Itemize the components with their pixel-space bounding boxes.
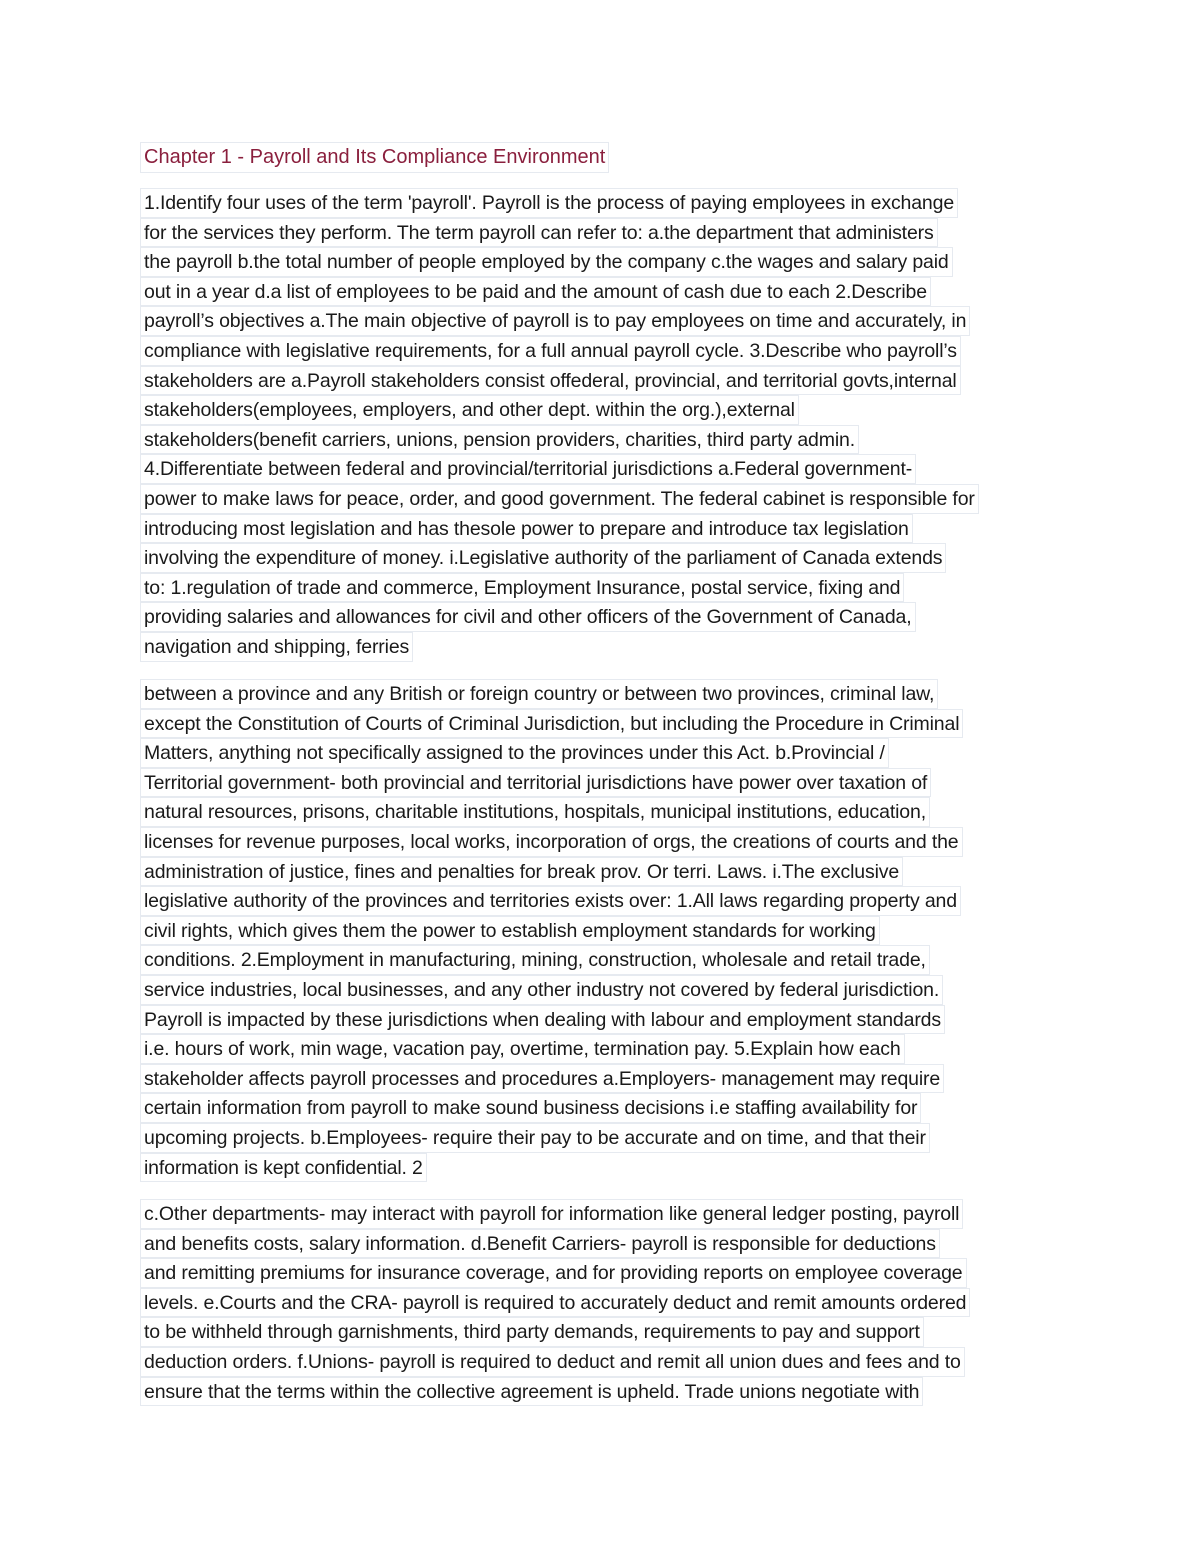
text-line: payroll’s objectives a.The main objective of payroll is to pay employees on time and accurately, in: [140, 306, 970, 336]
paragraph-1: [140, 188, 979, 662]
text-line: and remitting premiums for insurance coverage, and for providing reports on employee coverage: [140, 1258, 967, 1288]
text-line: compliance with legislative requirements, for a full annual payroll cycle. 3.Describe who payroll’s: [140, 336, 961, 366]
text-line: the payroll b.the total number of people employed by the company c.the wages and salary paid: [140, 247, 953, 277]
text-line: administration of justice, fines and penalties for break prov. Or terri. Laws. i.The exclusive: [140, 857, 903, 887]
text-line: natural resources, prisons, charitable institutions, hospitals, municipal institutions, education,: [140, 797, 930, 827]
text-line: service industries, local businesses, and any other industry not covered by federal jurisdiction.: [140, 975, 943, 1005]
text-line: providing salaries and allowances for civil and other officers of the Government of Canada,: [140, 602, 916, 632]
text-line: information is kept confidential. 2: [140, 1153, 427, 1183]
text-line: stakeholders are a.Payroll stakeholders consist offederal, provincial, and territorial govts,internal: [140, 366, 961, 396]
text-line: licenses for revenue purposes, local works, incorporation of orgs, the creations of courts and the: [140, 827, 963, 857]
text-line: except the Constitution of Courts of Criminal Jurisdiction, but including the Procedure in Criminal: [140, 709, 963, 739]
text-line: legislative authority of the provinces and territories exists over: 1.All laws regarding property and: [140, 886, 961, 916]
text-line: c.Other departments- may interact with payroll for information like general ledger posting, payroll: [140, 1199, 963, 1229]
text-line: Payroll is impacted by these jurisdictions when dealing with labour and employment standards: [140, 1005, 945, 1035]
text-line: to: 1.regulation of trade and commerce, Employment Insurance, postal service, fixing and: [140, 573, 904, 603]
text-line: 4.Differentiate between federal and provincial/territorial jurisdictions a.Federal government-: [140, 454, 916, 484]
text-line: to be withheld through garnishments, third party demands, requirements to pay and support: [140, 1317, 924, 1347]
text-line: stakeholders(employees, employers, and other dept. within the org.),external: [140, 395, 799, 425]
text-line: Matters, anything not specifically assigned to the provinces under this Act. b.Provincial /: [140, 738, 889, 768]
text-line: navigation and shipping, ferries: [140, 632, 413, 662]
chapter-heading: Chapter 1 - Payroll and Its Compliance Environment: [140, 142, 609, 173]
text-line: certain information from payroll to make sound business decisions i.e staffing availability for: [140, 1093, 921, 1123]
text-line: involving the expenditure of money. i.Legislative authority of the parliament of Canada extends: [140, 543, 946, 573]
text-line: introducing most legislation and has thesole power to prepare and introduce tax legislation: [140, 514, 913, 544]
text-line: upcoming projects. b.Employees- require their pay to be accurate and on time, and that their: [140, 1123, 930, 1153]
paragraph-2: [140, 679, 963, 1182]
text-line: conditions. 2.Employment in manufacturing, mining, construction, wholesale and retail trade,: [140, 945, 930, 975]
text-line: and benefits costs, salary information. d.Benefit Carriers- payroll is responsible for deductions: [140, 1229, 940, 1259]
text-line: deduction orders. f.Unions- payroll is required to deduct and remit all union dues and fees and to: [140, 1347, 965, 1377]
text-line: levels. e.Courts and the CRA- payroll is required to accurately deduct and remit amounts ordered: [140, 1288, 970, 1318]
text-line: stakeholder affects payroll processes and procedures a.Employers- management may require: [140, 1064, 944, 1094]
paragraph-3: [140, 1199, 970, 1406]
text-line: ensure that the terms within the collective agreement is upheld. Trade unions negotiate with: [140, 1377, 923, 1407]
text-line: power to make laws for peace, order, and good government. The federal cabinet is responsible for: [140, 484, 979, 514]
text-line: 1.Identify four uses of the term 'payroll'. Payroll is the process of paying employees in exchange: [140, 188, 958, 218]
text-line: stakeholders(benefit carriers, unions, pension providers, charities, third party admin.: [140, 425, 859, 455]
text-line: civil rights, which gives them the power to establish employment standards for working: [140, 916, 880, 946]
text-line: i.e. hours of work, min wage, vacation pay, overtime, termination pay. 5.Explain how each: [140, 1034, 905, 1064]
text-line: Territorial government- both provincial and territorial jurisdictions have power over taxation of: [140, 768, 931, 798]
text-line: for the services they perform. The term payroll can refer to: a.the department that administers: [140, 218, 938, 248]
text-line: between a province and any British or foreign country or between two provinces, criminal law,: [140, 679, 938, 709]
text-line: out in a year d.a list of employees to be paid and the amount of cash due to each 2.Describe: [140, 277, 931, 307]
